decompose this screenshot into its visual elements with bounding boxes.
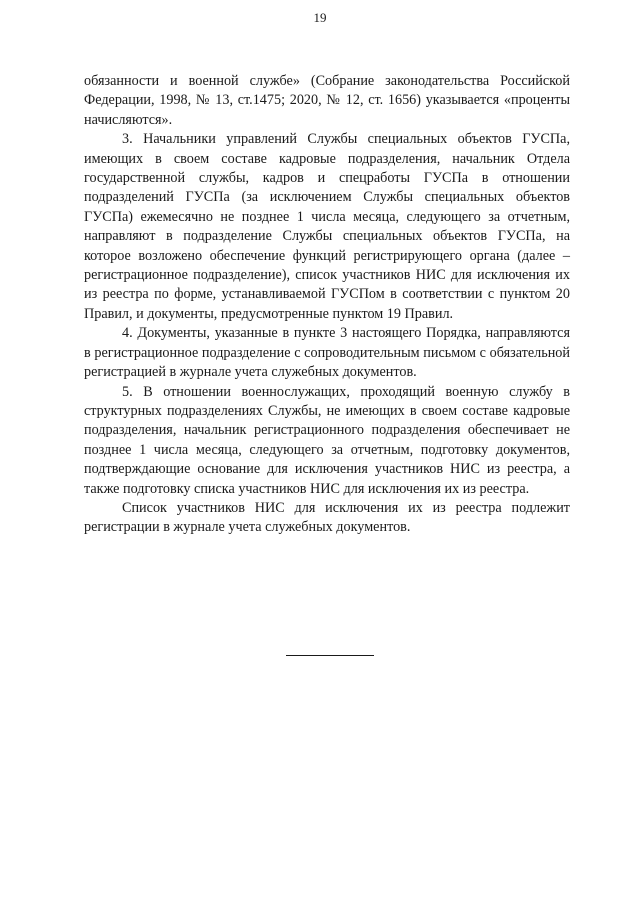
page-number: 19 (313, 10, 327, 25)
paragraph-item-5: 5. В отношении военнослужащих, проходящий военную службу в структурных подразделениях Службы, не имеющих в своем составе кадровые подразделения, начальник регистрационного подразделения обеспечивает не позднее 1 числа месяца, следующего за отчетным, подготовку документов, подтверждающие основание для исключения участников НИС из реестра, а также подготовку списка участников НИС для исключения их из реестра. (84, 383, 570, 497)
paragraph-item-4: 4. Документы, указанные в пункте 3 настоящего Порядка, направляются в регистрационное подразделение с сопроводительным письмом с обязательной регистрацией в журнале учета служебных документов. (84, 325, 570, 381)
end-of-document-divider (286, 655, 374, 656)
paragraph-item-3: 3. Начальники управлений Службы специальных объектов ГУСПа, имеющих в своем составе кадровые подразделения, начальник Отдела государственной службы, кадров и спецработы ГУСПа в отношении подразделений ГУСПа (за исключением Службы специальных объектов ГУСПа) ежемесячно не позднее 1 числа месяца, следующего за отчетным, направляют в подразделение Службы специальных объектов ГУСПа, на которое возложено обеспечение функций регистрирующего органа (далее – регистрационное подразделение), список участников НИС для исключения их из реестра по форме, устанавливаемой ГУСПом в соответствии с пунктом 20 Правил, и документы, предусмотренные пунктом 19 Правил. (84, 131, 570, 322)
paragraph-continuation: обязанности и военной службе» (Собрание законодательства Российской Федерации, 1998, № 13, ст.1475; 2020, № 12, ст. 1656) указывается «проценты начисляются». (84, 73, 570, 128)
paragraph-registration: Список участников НИС для исключения их из реестра подлежит регистрации в журнале учета служебных документов. (84, 499, 570, 536)
document-body (84, 72, 570, 538)
